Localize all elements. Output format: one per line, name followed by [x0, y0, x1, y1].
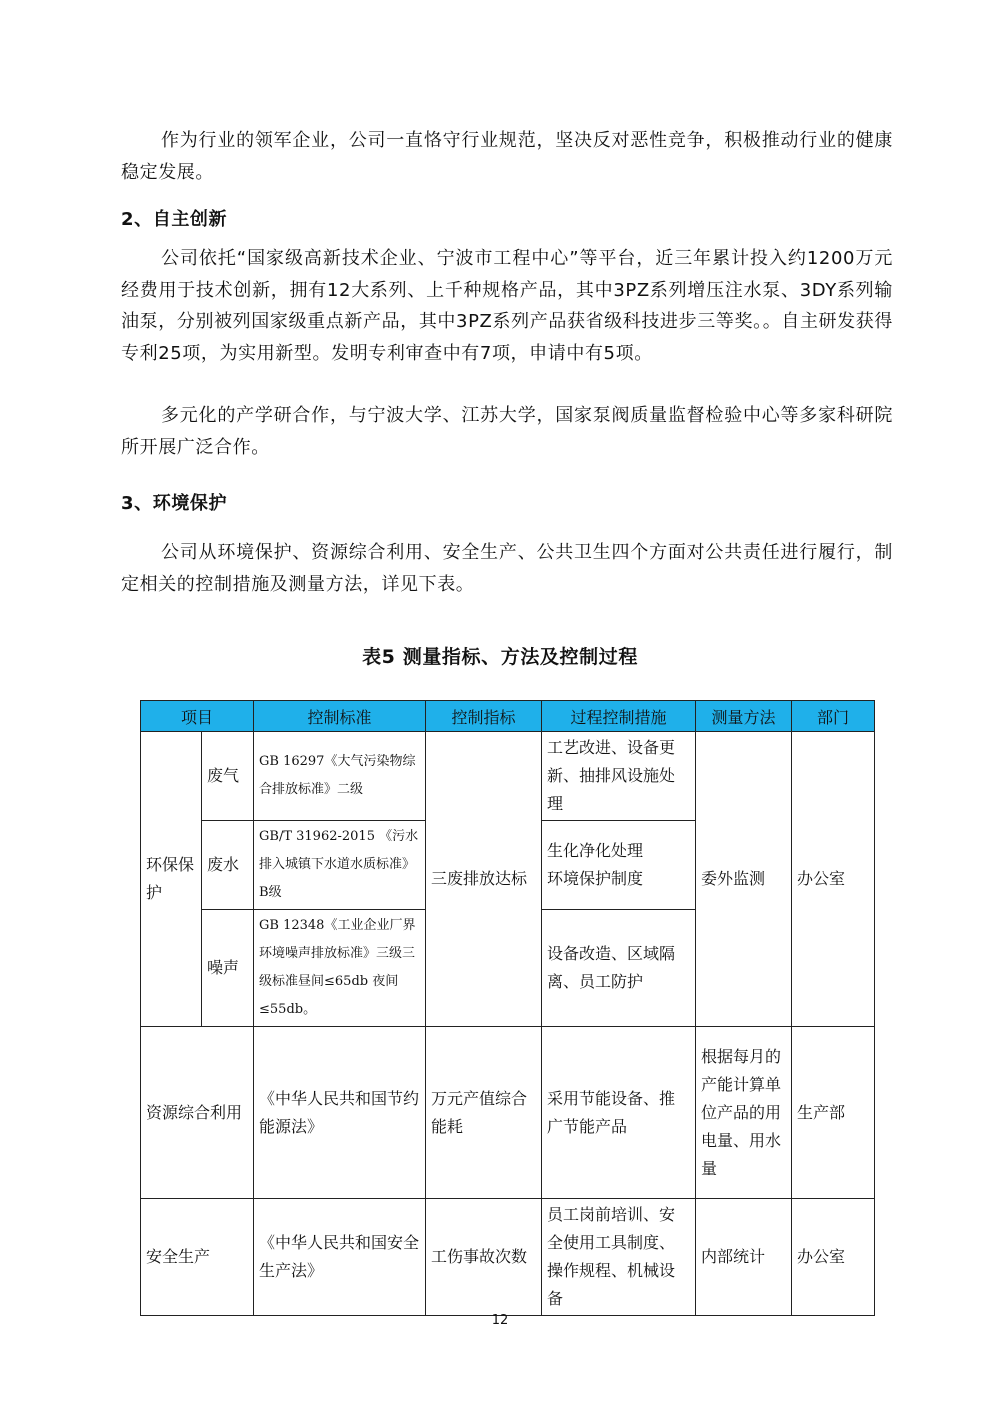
dept-cell: 办公室	[792, 732, 875, 1027]
method-cell: 委外监测	[696, 732, 792, 1027]
method-cell: 根据每月的产能计算单位产品的用电量、用水量	[696, 1027, 792, 1199]
standard-cell: 《中华人民共和国安全生产法》	[254, 1199, 426, 1316]
paragraph-environment: 公司从环境保护、资源综合利用、安全生产、公共卫生四个方面对公共责任进行履行，制定相关的控制措施及测量方法，详见下表。	[121, 542, 893, 595]
subcategory-cell: 废气	[202, 732, 254, 821]
measures-cell: 工艺改进、设备更新、抽排风设施处理	[542, 732, 696, 821]
table-header-row	[141, 701, 875, 732]
standard-cell: GB/T 31962-2015 《污水排入城镇下水道水质标准》B级	[254, 821, 426, 910]
standard-cell: 《中华人民共和国节约能源法》	[254, 1027, 426, 1199]
heading-environment: 3、环境保护	[121, 493, 228, 514]
measures-cell: 生化净化处理 环境保护制度	[542, 821, 696, 910]
measures-cell: 设备改造、区域隔离、员工防护	[542, 910, 696, 1027]
control-index-cell: 万元产值综合能耗	[426, 1027, 542, 1199]
method-cell: 内部统计	[696, 1199, 792, 1316]
standard-cell: GB 12348《工业企业厂界环境噪声排放标准》三级三级标准昼间≤65db 夜间≤55db。	[254, 910, 426, 1027]
header-item: 项目	[141, 701, 254, 732]
measurement-table	[140, 700, 875, 1316]
header-method: 测量方法	[696, 701, 792, 732]
header-standard: 控制标准	[254, 701, 426, 732]
header-measures: 过程控制措施	[542, 701, 696, 732]
subcategory-cell: 废水	[202, 821, 254, 910]
paragraph-innovation: 公司依托“国家级高新技术企业、宁波市工程中心”等平台，近三年累计投入约1200万元经费用于技术创新，拥有12大系列、上千种规格产品，其中3PZ系列增压注水泵、3DY系列输油泵，分别被列国家级重点新产品，其中3PZ系列产品获省级科技进步三等奖。。自主研发获得专利25项，为实用新型。发明专利审查中有7项，申请中有5项。	[121, 248, 893, 364]
category-cell: 环保保护	[141, 732, 202, 1027]
header-index: 控制指标	[426, 701, 542, 732]
page-number: 12	[491, 1313, 509, 1328]
dept-cell: 生产部	[792, 1027, 875, 1199]
table-title: 表5 测量指标、方法及控制过程	[362, 646, 638, 668]
measures-cell: 员工岗前培训、安全使用工具制度、操作规程、机械设备	[542, 1199, 696, 1316]
table-row	[141, 732, 875, 821]
paragraph-cooperation: 多元化的产学研合作，与宁波大学、江苏大学，国家泵阀质量监督检验中心等多家科研院所开展广泛合作。	[121, 405, 893, 458]
category-cell: 安全生产	[141, 1199, 254, 1316]
table-row	[141, 1199, 875, 1316]
control-index-cell: 三废排放达标	[426, 732, 542, 1027]
subcategory-cell: 噪声	[202, 910, 254, 1027]
table-row	[141, 1027, 875, 1199]
control-index-cell: 工伤事故次数	[426, 1199, 542, 1316]
header-dept: 部门	[792, 701, 875, 732]
heading-innovation: 2、自主创新	[121, 209, 228, 230]
paragraph-leadership: 作为行业的领军企业，公司一直恪守行业规范，坚决反对恶性竞争，积极推动行业的健康稳定发展。	[121, 130, 893, 183]
measures-cell: 采用节能设备、推广节能产品	[542, 1027, 696, 1199]
standard-cell: GB 16297《大气污染物综合排放标准》二级	[254, 732, 426, 821]
dept-cell: 办公室	[792, 1199, 875, 1316]
category-cell: 资源综合利用	[141, 1027, 254, 1199]
